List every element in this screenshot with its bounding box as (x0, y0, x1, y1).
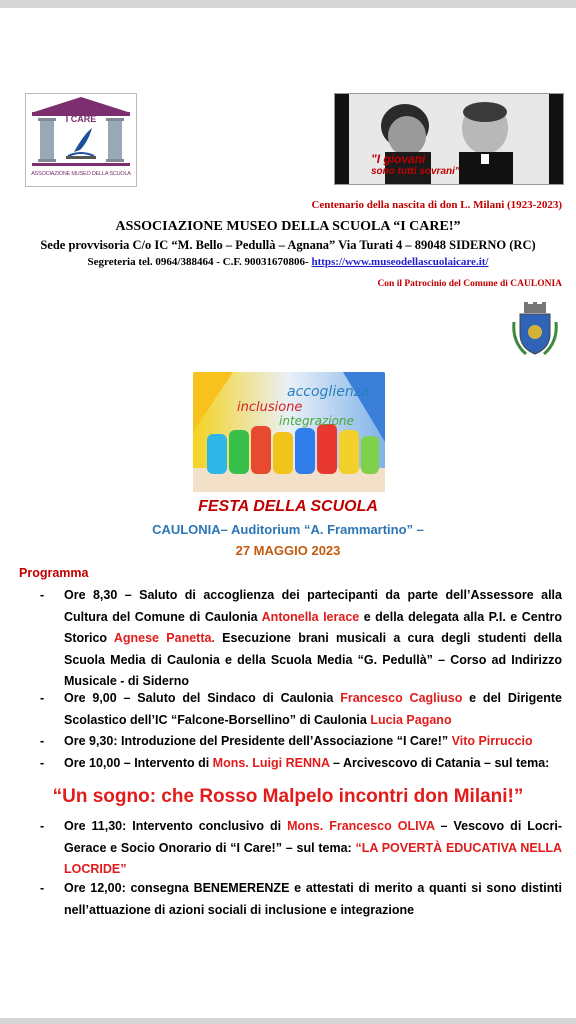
i-care-logo (25, 93, 137, 187)
speaker-name: Antonella Ierace (261, 609, 360, 624)
bullet-dash: - (40, 881, 45, 895)
website-link[interactable]: https://www.museodellascuolaicare.it/ (311, 256, 489, 268)
speaker-name: Vito Pirruccio (451, 734, 533, 748)
welcome-banner (193, 372, 385, 492)
don-milani-photo (334, 93, 564, 185)
logo-subtitle: ASSOCIAZIONE MUSEO DELLA SCUOLA (31, 171, 131, 177)
item-text: Ore 12,00: consegna BENEMERENZE e attestati di merito a quanti si sono distinti nell’attuazione di azioni sociali di inclusione e integrazione (64, 881, 562, 917)
segreteria-line (0, 256, 576, 268)
item-text: Ore 8,30 – Saluto di accoglienza dei partecipanti da parte dell’Assessore alla Cultura del Comune di Caulonia (64, 588, 562, 624)
program-item-5 (64, 816, 562, 881)
logo-title: I CARE (65, 114, 97, 124)
banner-word-inclusione: inclusione (237, 400, 303, 415)
program-item-2 (64, 688, 562, 731)
event-date: 27 MAGGIO 2023 (235, 543, 341, 558)
association-name: ASSOCIAZIONE MUSEO DELLA SCUOLA “I CARE!” (115, 219, 461, 234)
banner-word-integrazione: integrazione (279, 414, 354, 428)
sede-address: Sede provvisoria C/o IC “M. Bello – Pedullà – Agnana” Via Turati 4 – 89048 SIDERNO (RC) (40, 238, 536, 252)
coat-of-arms-icon (510, 302, 560, 358)
banner-word-accoglienza: accoglienza (287, 384, 370, 400)
item-text: Ore 9,30: Introduzione del Presidente dell’Associazione “I Care!” (64, 734, 452, 748)
bullet-dash: - (40, 691, 45, 705)
item-text: Ore 9,00 – Saluto del Sindaco di Caulonia (64, 691, 341, 705)
item-text: Ore 10,00 – Intervento di (64, 756, 213, 770)
centenario-line: Centenario della nascita di don L. Milani (1923-2023) (311, 199, 562, 211)
speaker-name: Lucia Pagano (370, 712, 452, 727)
patrocinio-line: Con il Patrocinio del Comune di CAULONIA (377, 279, 562, 289)
item-text: Esecuzione brani musicali a cura degli studenti della Scuola Media di Caulonia e della Scuola Media “G. Pedullà” – Corso ad Indirizzo Musicale - di Siderno (64, 631, 562, 688)
bottom-border (0, 1018, 576, 1024)
item-text: e del Dirigente Scolastico dell’IC “Falcone-Borsellino” di Caulonia (64, 691, 562, 727)
speaker-name: Mons. Francesco OLIVA (287, 819, 435, 833)
speaker-name: Francesco Cagliuso (340, 691, 463, 705)
bullet-dash: - (40, 819, 45, 833)
bullet-dash: - (40, 588, 45, 602)
item-text: – Arcivescovo di Catania – sul tema: (329, 756, 550, 770)
item-text: – Vescovo di Locri-Gerace e Socio Onorario di “I Care!” – sul tema: (64, 819, 563, 855)
top-border (0, 0, 576, 8)
program-item-3 (64, 731, 562, 753)
bullet-dash: - (40, 734, 45, 748)
program-item-4 (64, 753, 562, 775)
program-item-6 (64, 878, 562, 921)
caulonia-coat-of-arms (510, 302, 560, 358)
photo-caption-1: "I giovani (371, 152, 426, 166)
event-place: CAULONIA– Auditorium “A. Frammartino” – (152, 522, 424, 537)
event-title: FESTA DELLA SCUOLA (198, 498, 378, 515)
program-item-1 (64, 585, 562, 693)
talk-title: “LA POVERTÀ EDUCATIVA NELLA LOCRIDE” (64, 840, 562, 876)
item-text: Ore 11,30: Intervento conclusivo di (64, 819, 288, 833)
item-text: e della delegata alla P.I. e Centro Storico (64, 609, 562, 645)
photo-caption-2: sono tutti sovrani" (371, 166, 460, 177)
segreteria-text: Segreteria tel. 0964/388464 - C.F. 90031670806- (87, 256, 312, 268)
speaker-name: Mons. Luigi RENNA (212, 756, 330, 770)
lecture-theme: “Un sogno: che Rosso Malpelo incontri don Milani!” (52, 786, 524, 807)
bullet-dash: - (40, 756, 45, 770)
speaker-name: Agnese Panetta. (113, 631, 215, 645)
programma-heading: Programma (19, 566, 89, 580)
